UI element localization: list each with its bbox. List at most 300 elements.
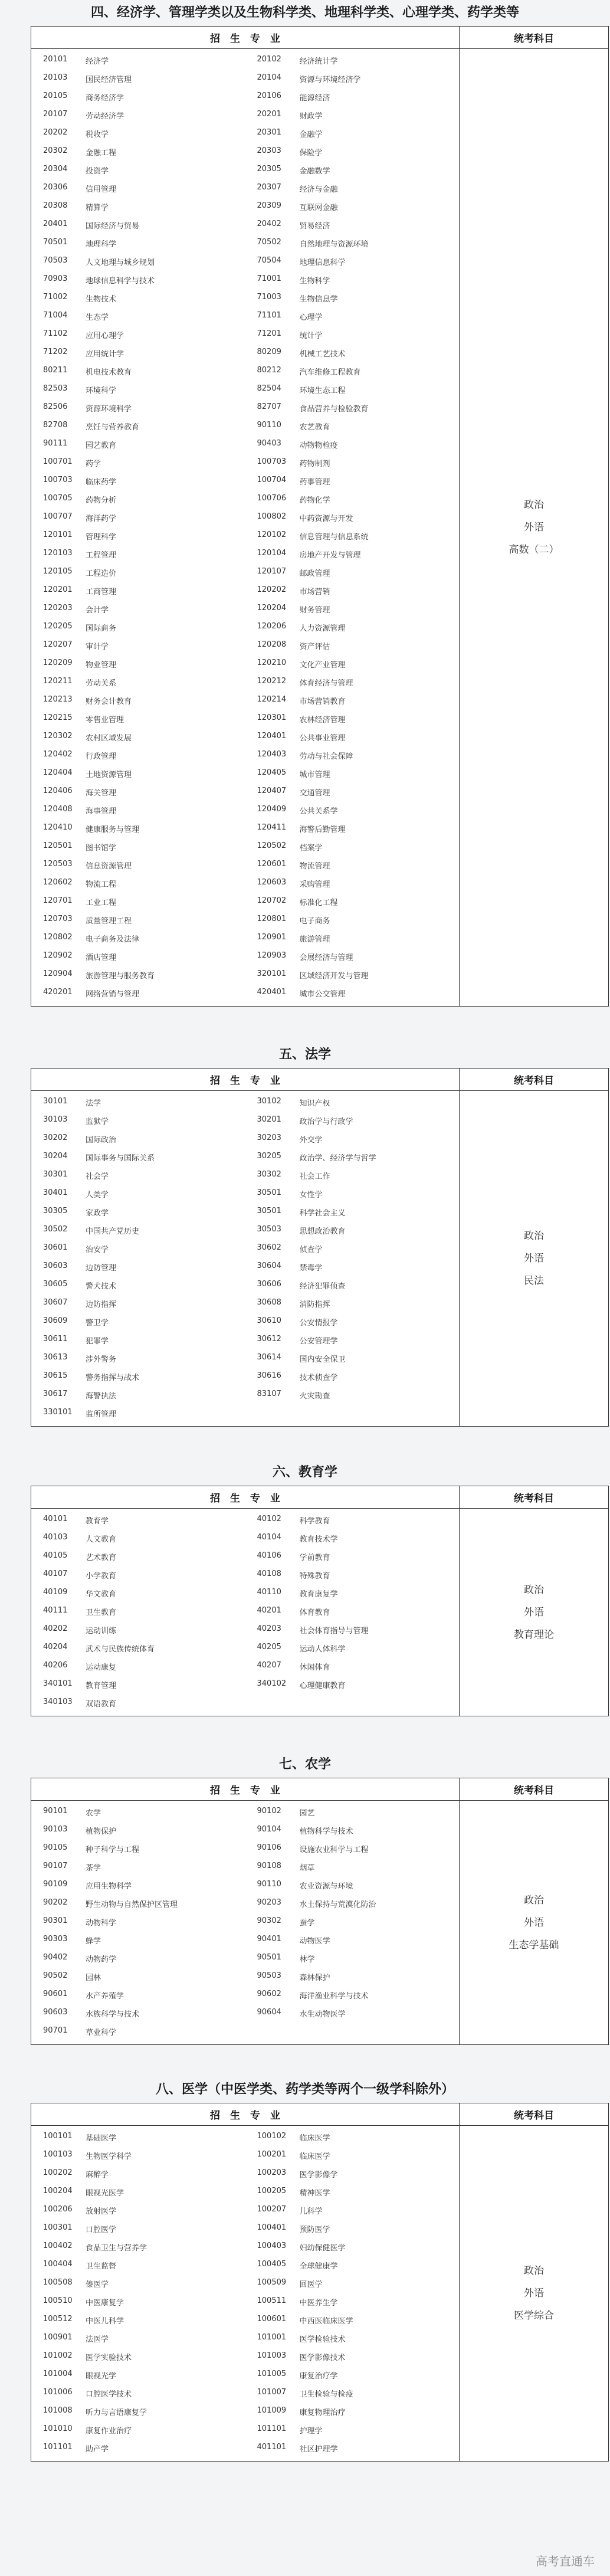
major-name: 国内安全保卫: [299, 1355, 346, 1364]
major-entry: [31, 1533, 245, 1544]
major-name: 财务管理: [299, 606, 330, 615]
exam-subject: 民法: [524, 1275, 544, 1287]
major-name: 科学社会主义: [299, 1209, 346, 1218]
major-entry: [31, 969, 245, 981]
major-name: 运动训练: [86, 1627, 117, 1636]
major-entry: [245, 128, 460, 139]
major-name: 听力与言语康复学: [86, 2408, 147, 2417]
major-name: 生物医学科学: [86, 2152, 132, 2161]
major-name: 人文教育: [86, 1535, 117, 1544]
major-entry: [245, 1389, 460, 1401]
major-entry: [245, 110, 460, 121]
major-entry: [245, 896, 460, 907]
major-code: 83107: [257, 1389, 281, 1398]
major-name: 烟草: [299, 1864, 315, 1873]
major-name: 机电技术教育: [86, 368, 132, 377]
major-entry: [31, 1225, 245, 1236]
major-name: 康复作业治疗: [86, 2427, 132, 2436]
major-name: 植物保护: [86, 1827, 117, 1836]
major-name: 预防医学: [299, 2226, 330, 2234]
major-code: 120602: [43, 878, 73, 887]
table-row: [31, 1602, 459, 1621]
major-code: 30605: [43, 1280, 68, 1289]
major-name: 涉外警务: [86, 1355, 117, 1364]
major-entry: [31, 951, 245, 962]
table-row: [31, 582, 459, 600]
major-name: 政治学与行政学: [299, 1117, 353, 1126]
major-code: 20105: [43, 91, 68, 100]
major-section: [0, 1042, 610, 1427]
major-entry: [31, 1624, 245, 1636]
major-entry: [31, 841, 245, 853]
major-name: 资源与环境经济学: [299, 76, 361, 84]
major-entry: [31, 1898, 245, 1909]
major-entry: [245, 293, 460, 304]
major-entry: [31, 878, 245, 889]
major-name: 小学教育: [86, 1572, 117, 1581]
table-row: [31, 1386, 459, 1404]
table-row: [31, 746, 459, 765]
major-code: 30616: [257, 1371, 281, 1380]
major-code: 82504: [257, 384, 281, 393]
major-name: 体育经济与管理: [299, 679, 353, 688]
major-name: 基础医学: [86, 2134, 117, 2143]
major-entry: [245, 73, 460, 84]
major-code: 100204: [43, 2187, 73, 2195]
major-entry: [31, 1661, 245, 1672]
major-entry: [31, 2260, 245, 2271]
major-name: 电子商务: [299, 917, 330, 926]
major-entry: [245, 2205, 460, 2216]
major-code: 30302: [257, 1170, 281, 1179]
major-name: 双语教育: [86, 1700, 117, 1709]
major-entry: [245, 1825, 460, 1836]
major-code: 90107: [43, 1861, 68, 1870]
major-code: 100509: [257, 2278, 287, 2287]
major-name: 信息资源管理: [86, 862, 132, 871]
major-code: 30606: [257, 1280, 281, 1289]
major-code: 100205: [257, 2187, 287, 2195]
major-code: 40102: [257, 1515, 281, 1523]
major-code: 80212: [257, 366, 281, 375]
exam-subjects: [460, 1801, 609, 2045]
major-name: 护理学: [299, 2427, 323, 2436]
table-row: [31, 161, 459, 179]
table-row: [31, 509, 459, 527]
major-entry: [245, 494, 460, 505]
table-row: [31, 801, 459, 820]
major-name: 康复治疗学: [299, 2372, 338, 2381]
major-name: 物流管理: [299, 862, 330, 871]
major-code: 100706: [257, 494, 287, 503]
major-code: 100510: [43, 2296, 73, 2305]
major-name: 金融数学: [299, 167, 330, 176]
major-entry: [31, 1298, 245, 1309]
major-name: 劳动经济学: [86, 112, 124, 121]
major-code: 40106: [257, 1551, 281, 1560]
major-code: 100404: [43, 2260, 73, 2269]
major-code: 82503: [43, 384, 68, 393]
major-name: 生物技术: [86, 295, 117, 304]
major-name: 女性学: [299, 1191, 323, 1199]
major-entry: [245, 91, 460, 103]
table-row: [31, 1621, 459, 1639]
exam-subject: 外语: [524, 1916, 544, 1929]
major-code: 90601: [43, 1990, 68, 1998]
major-entry: [245, 1661, 460, 1672]
major-code: 320101: [257, 969, 287, 978]
major-entry: [31, 1097, 245, 1108]
major-entry: [31, 165, 245, 176]
major-code: 20302: [43, 146, 68, 155]
major-name: 侦查学: [299, 1246, 323, 1254]
major-code: 100101: [43, 2132, 73, 2141]
major-name: 海洋药学: [86, 514, 117, 523]
table-row: [31, 271, 459, 289]
major-section: [0, 1460, 610, 1716]
table-row: [31, 2165, 459, 2183]
watermark: 高考直通车: [536, 2554, 595, 2568]
major-entry: [245, 1353, 460, 1364]
major-entry: [245, 878, 460, 889]
major-entry: [31, 1971, 245, 1982]
major-name: 海关管理: [86, 789, 117, 798]
table-row: [31, 765, 459, 783]
major-code: 90403: [257, 439, 281, 448]
major-code: 120201: [43, 585, 73, 594]
major-name: 放射医学: [86, 2207, 117, 2216]
major-code: 20103: [43, 73, 68, 82]
major-name: 财政学: [299, 112, 323, 121]
major-code: 101010: [43, 2424, 73, 2433]
table-row: [31, 2146, 459, 2165]
major-code: 30202: [43, 1133, 68, 1142]
table-row: [31, 1986, 459, 2004]
major-entry: [31, 366, 245, 377]
major-code: 100703: [43, 476, 73, 484]
major-name: 教育技术学: [299, 1535, 338, 1544]
major-name: 教育康复学: [299, 1590, 338, 1599]
major-name: 城市管理: [299, 771, 330, 779]
header-exam-subjects: 统考科目: [460, 1486, 609, 1509]
major-name: 精算学: [86, 204, 109, 212]
table-row: [31, 106, 459, 124]
major-entry: [31, 402, 245, 414]
major-entry: [245, 165, 460, 176]
table-row: [31, 1148, 459, 1166]
table-row: [31, 1968, 459, 1986]
major-code: 120410: [43, 823, 73, 832]
major-entry: [245, 512, 460, 523]
major-name: 质量管理工程: [86, 917, 132, 926]
major-name: 采购管理: [299, 880, 330, 889]
major-name: 眼视光学: [86, 2372, 117, 2381]
major-code: 30205: [257, 1152, 281, 1161]
major-entry: [31, 860, 245, 871]
major-code: 40205: [257, 1643, 281, 1651]
major-code: 82506: [43, 402, 68, 411]
exam-subject: 外语: [524, 2287, 544, 2299]
table-row: [31, 2256, 459, 2275]
major-code: 30401: [43, 1188, 68, 1197]
major-entry: [31, 604, 245, 615]
major-entry: [31, 1861, 245, 1873]
major-code: 20308: [43, 201, 68, 210]
major-entry: [245, 476, 460, 487]
major-entry: [245, 2315, 460, 2326]
major-entry: [245, 2406, 460, 2417]
major-code: 90103: [43, 1825, 68, 1834]
major-name: 工商管理: [86, 588, 117, 597]
major-name: 动物科学: [86, 1919, 117, 1928]
major-name: 区域经济开发与管理: [299, 972, 369, 981]
table-row: [31, 893, 459, 911]
major-code: 100405: [257, 2260, 287, 2269]
major-entry: [245, 640, 460, 651]
major-name: 艺术教育: [86, 1554, 117, 1562]
major-name: 临床医学: [299, 2152, 330, 2161]
header-majors: 招 生 专 业: [31, 2103, 460, 2126]
major-code: 120904: [43, 969, 73, 978]
major-name: 生物信息学: [299, 295, 338, 304]
major-code: 120203: [43, 604, 73, 612]
major-name: 文化产业管理: [299, 661, 346, 670]
major-name: 经济统计学: [299, 57, 338, 66]
major-entry: [245, 146, 460, 158]
major-entry: [245, 695, 460, 706]
major-code: 30601: [43, 1243, 68, 1252]
major-code: 20201: [257, 110, 281, 119]
major-entry: [31, 457, 245, 468]
major-name: 农业资源与环境: [299, 1882, 353, 1891]
major-entry: [31, 128, 245, 139]
major-code: 30501: [257, 1207, 281, 1215]
major-name: 园艺: [299, 1809, 315, 1818]
table-row: [31, 399, 459, 417]
major-name: 社区护理学: [299, 2445, 338, 2454]
major-list: [31, 1801, 460, 2045]
major-code: 20305: [257, 165, 281, 173]
major-entry: [245, 1533, 460, 1544]
major-code: 30503: [257, 1225, 281, 1234]
major-name: 森林保护: [299, 1974, 330, 1982]
major-name: 食品营养与检验教育: [299, 405, 369, 414]
major-entry: [31, 823, 245, 834]
major-entry: [245, 1606, 460, 1617]
section-title: 七、农学: [278, 1757, 331, 1772]
major-entry: [31, 219, 245, 231]
major-name: 劳动与社会保障: [299, 752, 353, 761]
table-row: [31, 911, 459, 929]
major-name: 环境生态工程: [299, 386, 346, 395]
major-entry: [31, 1515, 245, 1526]
major-code: 120107: [257, 567, 287, 576]
major-name: 口腔医学技术: [86, 2390, 132, 2399]
major-name: 中西医临床医学: [299, 2317, 353, 2326]
exam-subject: 政治: [524, 1894, 544, 1906]
major-code: 101004: [43, 2369, 73, 2378]
major-code: 71001: [257, 274, 281, 283]
major-entry: [245, 2424, 460, 2436]
major-name: 卫生监督: [86, 2262, 117, 2271]
major-code: 90604: [257, 2008, 281, 2017]
major-entry: [245, 786, 460, 798]
major-name: 土地资源管理: [86, 771, 132, 779]
major-name: 监狱学: [86, 1117, 109, 1126]
major-code: 90111: [43, 439, 68, 448]
major-entry: [31, 1353, 245, 1364]
table-row: [31, 874, 459, 893]
major-entry: [31, 2369, 245, 2381]
major-code: 90501: [257, 1953, 281, 1962]
major-name: 华文教育: [86, 1590, 117, 1599]
major-name: 警务指挥与战术: [86, 1374, 140, 1382]
major-name: 社会学: [86, 1172, 109, 1181]
major-name: 海警执法: [86, 1392, 117, 1401]
major-name: 公共事业管理: [299, 734, 346, 743]
table-row: [31, 1694, 459, 1712]
major-entry: [31, 2278, 245, 2289]
major-code: 100704: [257, 476, 287, 484]
major-name: 汽车维修工程教育: [299, 368, 361, 377]
major-entry: [31, 1916, 245, 1928]
major-entry: [245, 585, 460, 597]
major-entry: [245, 1261, 460, 1273]
table-row: [31, 1639, 459, 1657]
major-code: 40110: [257, 1588, 281, 1597]
exam-subject: 政治: [524, 499, 544, 511]
major-name: 金融工程: [86, 149, 117, 158]
major-name: 植物科学与技术: [299, 1827, 353, 1836]
table-row: [31, 1112, 459, 1130]
major-code: 100508: [43, 2278, 73, 2287]
section-title: 四、经济学、管理学类以及生物科学类、地理科学类、心理学类、药学类等: [90, 5, 519, 20]
major-entry: [245, 915, 460, 926]
table-row: [31, 289, 459, 307]
major-name: 档案学: [299, 844, 323, 853]
major-entry: [31, 2026, 245, 2037]
major-code: 420401: [257, 988, 287, 997]
major-code: 40203: [257, 1624, 281, 1633]
major-name: 外交学: [299, 1136, 323, 1145]
major-name: 妇幼保健医学: [299, 2244, 346, 2253]
exam-subject: 教育理论: [514, 1628, 554, 1641]
table-row: [31, 1349, 459, 1368]
major-name: 卫生教育: [86, 1608, 117, 1617]
major-code: 30617: [43, 1389, 68, 1398]
major-entry: [245, 1152, 460, 1163]
major-code: 120503: [43, 860, 73, 869]
major-code: 30203: [257, 1133, 281, 1142]
major-code: 100403: [257, 2241, 287, 2250]
major-entry: [245, 1298, 460, 1309]
table-row: [31, 673, 459, 691]
major-code: 20307: [257, 183, 281, 192]
major-name: 特殊教育: [299, 1572, 330, 1581]
major-name: 蚕学: [299, 1919, 315, 1928]
major-code: 120101: [43, 530, 73, 539]
major-name: 酒店管理: [86, 953, 117, 962]
major-code: 100203: [257, 2168, 287, 2177]
table-row: [31, 2348, 459, 2366]
major-code: 101101: [257, 2424, 287, 2433]
major-name: 心理健康教育: [299, 1682, 346, 1690]
major-entry: [245, 1971, 460, 1982]
table-row: [31, 1404, 459, 1423]
major-name: 互联网金融: [299, 204, 338, 212]
table-row: [31, 454, 459, 472]
major-name: 禁毒学: [299, 1264, 323, 1273]
major-name: 设施农业科学与工程: [299, 1846, 369, 1854]
table-row: [31, 1203, 459, 1221]
major-code: 90602: [257, 1990, 281, 1998]
table-row: [31, 2421, 459, 2439]
major-entry: [31, 1569, 245, 1581]
major-entry: [31, 2406, 245, 2417]
major-code: 20303: [257, 146, 281, 155]
table-row: [31, 1895, 459, 1913]
major-code: 90203: [257, 1898, 281, 1907]
table-row: [31, 1584, 459, 1602]
major-entry: [245, 384, 460, 395]
major-entry: [31, 2241, 245, 2253]
major-name: 机械工艺技术: [299, 350, 346, 359]
major-code: 100701: [43, 457, 73, 466]
major-code: 71202: [43, 348, 68, 356]
major-section: [0, 0, 610, 1007]
table-row: [31, 70, 459, 88]
major-code: 90503: [257, 1971, 281, 1980]
major-code: 30602: [257, 1243, 281, 1252]
table-row: [31, 2311, 459, 2329]
major-code: 30614: [257, 1353, 281, 1362]
major-entry: [31, 1807, 245, 1818]
major-name: 水生动物医学: [299, 2010, 346, 2019]
major-entry: [245, 1371, 460, 1382]
table-row: [31, 2329, 459, 2348]
major-entry: [245, 1188, 460, 1199]
major-entry: [31, 2168, 245, 2180]
header-exam-subjects: 统考科目: [460, 2103, 609, 2126]
major-code: 90106: [257, 1843, 281, 1852]
major-entry: [245, 1115, 460, 1126]
major-code: 20106: [257, 91, 281, 100]
major-code: 40206: [43, 1661, 68, 1670]
major-table: [31, 1778, 609, 2045]
major-name: 人类学: [86, 1191, 109, 1199]
major-table: [31, 26, 609, 1007]
major-name: 管理科学: [86, 533, 117, 542]
major-name: 临床药学: [86, 478, 117, 487]
major-entry: [31, 585, 245, 597]
major-entry: [245, 2132, 460, 2143]
table-row: [31, 1931, 459, 1949]
major-entry: [31, 2008, 245, 2019]
major-name: 医学影像学: [299, 2171, 338, 2180]
table-row: [31, 2128, 459, 2146]
major-entry: [31, 640, 245, 651]
major-name: 药事管理: [299, 478, 330, 487]
major-code: 100206: [43, 2205, 73, 2214]
major-entry: [245, 1133, 460, 1145]
major-entry: [31, 1280, 245, 1291]
major-name: 犯罪学: [86, 1337, 109, 1346]
major-code: 100901: [43, 2333, 73, 2342]
major-entry: [31, 1588, 245, 1599]
major-name: 动物医学: [299, 1937, 330, 1946]
major-code: 20101: [43, 55, 68, 64]
major-code: 120802: [43, 933, 73, 942]
